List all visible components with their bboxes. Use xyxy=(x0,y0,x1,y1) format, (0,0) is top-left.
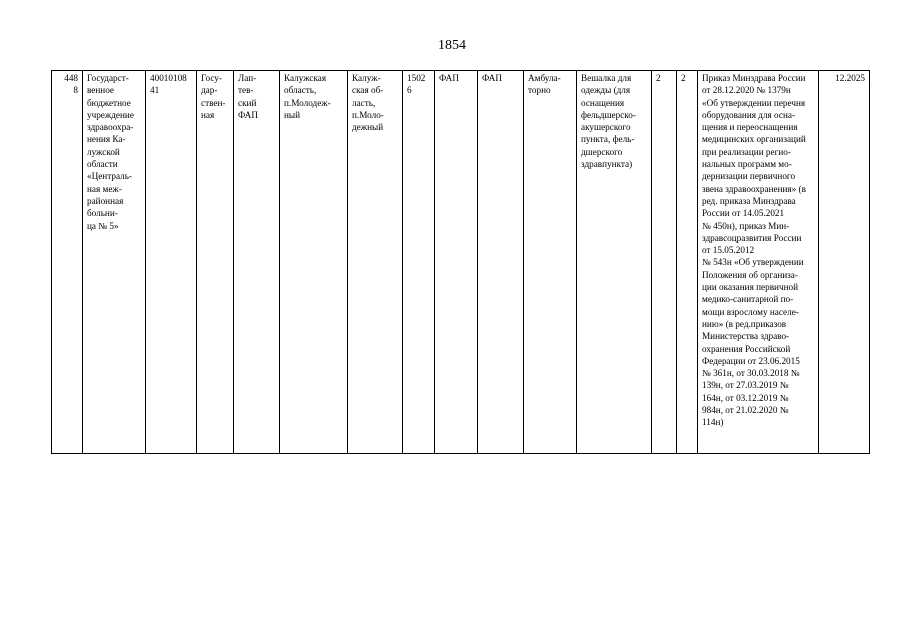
equipment-cell: Вешалка для одежды (для оснащения фельдшерско- акушерского пункта, фель- дшерского здравпункта) xyxy=(577,71,652,454)
address-region-cell: Калужская область, п.Молодеж- ный xyxy=(280,71,348,454)
page-number: 1854 xyxy=(438,38,466,53)
row-number-cell: 448 8 xyxy=(52,71,83,454)
deadline-cell: 12.2025 xyxy=(819,71,870,454)
unit-name-cell: Лап- тев- ский ФАП xyxy=(234,71,280,454)
unit-type-cell: ФАП xyxy=(435,71,478,454)
table-row xyxy=(52,71,870,454)
qty-required-cell: 2 xyxy=(652,71,677,454)
address-full-cell: Калуж- ская об- ласть, п.Моло- дежный xyxy=(348,71,403,454)
organization-cell: Государст- венное бюджетное учреждение здравоохра- нения Ка- лужской области «Централь- ная меж- районная больни- ца № 5» xyxy=(83,71,146,454)
ownership-cell: Госу- дар- ствен- ная xyxy=(197,71,234,454)
equipment-table xyxy=(51,70,870,454)
legal-basis-cell: Приказ Минздрава России от 28.12.2020 № 1379н «Об утверждении перечня оборудования для осна- щения и переоснащения медицинских организаций при реализации регио- нальных программ мо- дернизации первичного звена здравоохранения» (в ред. приказа Минздрава России от 14.05.2021 № 450н), приказ Мин- здравсоцразвития России от 15.05.2012 № 543н «Об утверждении Положения об организа- ции оказания первичной медико-санитарной по- мощи взрослому населе- нию» (в ред.приказов Министерства здраво- охранения Российской Федерации от 23.06.2015 № 361н, от 30.03.2018 № 139н, от 27.03.2019 № 164н, от 03.12.2019 № 984н, от 21.02.2020 № 114н) xyxy=(698,71,819,454)
unit-type-secondary-cell: ФАП xyxy=(478,71,524,454)
care-type-cell: Амбула- торно xyxy=(524,71,577,454)
code-cell: 1502 6 xyxy=(403,71,435,454)
inn-cell: 40010108 41 xyxy=(146,71,197,454)
qty-actual-cell: 2 xyxy=(677,71,698,454)
